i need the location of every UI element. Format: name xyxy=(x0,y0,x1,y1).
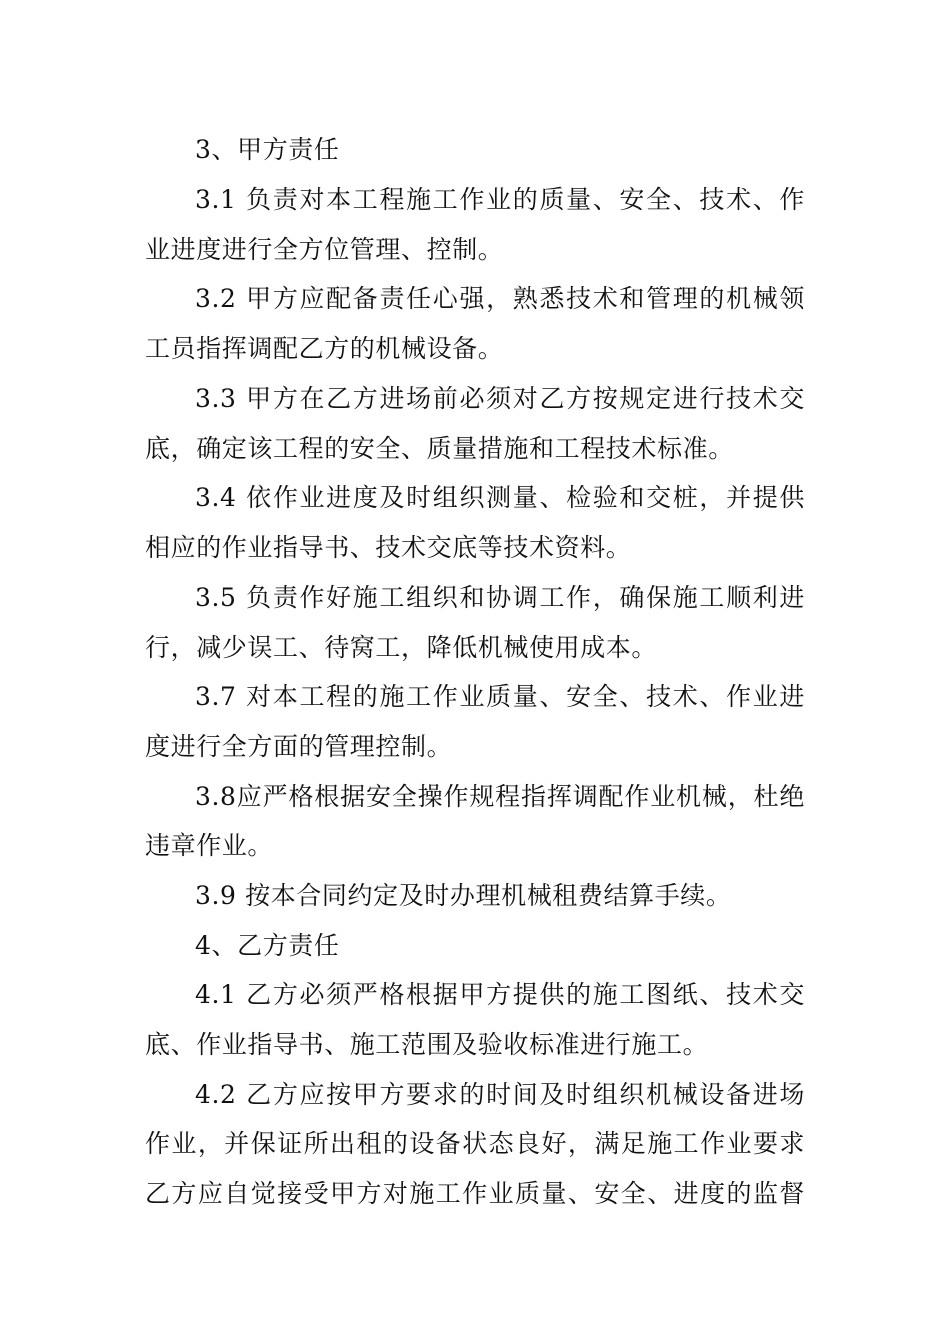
section-heading-4: 4、乙方责任 xyxy=(195,931,340,960)
paragraph-line: 业进度进行全方位管理、控制。 xyxy=(145,235,504,264)
paragraph-line: 相应的作业指导书、技术交底等技术资料。 xyxy=(145,533,632,562)
section-heading-3: 3、甲方责任 xyxy=(195,135,340,164)
paragraph-line: 3.3 甲方在乙方进场前必须对乙方按规定进行技术交 xyxy=(195,384,805,413)
paragraph-line: 违章作业。 xyxy=(145,831,274,860)
paragraph-line: 底、作业指导书、施工范围及验收标准进行施工。 xyxy=(145,1030,709,1059)
paragraph-line: 3.1 负责对本工程施工作业的质量、安全、技术、作 xyxy=(195,185,805,214)
paragraph-line: 3.7 对本工程的施工作业质量、安全、技术、作业进 xyxy=(195,682,805,711)
paragraph-line: 3.8应严格根据安全操作规程指挥调配作业机械，杜绝 xyxy=(195,782,805,811)
paragraph-line: 乙方应自觉接受甲方对施工作业质量、安全、进度的监督 xyxy=(145,1179,805,1208)
paragraph-line: 度进行全方面的管理控制。 xyxy=(145,732,453,761)
paragraph-line: 3.4 依作业进度及时组织测量、检验和交桩，并提供 xyxy=(195,483,805,512)
paragraph-line: 3.5 负责作好施工组织和协调工作，确保施工顺利进 xyxy=(195,583,805,612)
paragraph-line: 4.2 乙方应按甲方要求的时间及时组织机械设备进场 xyxy=(195,1080,805,1109)
paragraph-line: 底，确定该工程的安全、质量措施和工程技术标准。 xyxy=(145,434,734,463)
paragraph-line: 行，减少误工、待窝工，降低机械使用成本。 xyxy=(145,633,658,662)
paragraph-line: 工员指挥调配乙方的机械设备。 xyxy=(145,334,504,363)
paragraph-line: 3.2 甲方应配备责任心强，熟悉技术和管理的机械领 xyxy=(195,284,805,313)
paragraph-line: 3.9 按本合同约定及时办理机械租费结算手续。 xyxy=(195,881,732,910)
paragraph-line: 作业，并保证所出租的设备状态良好，满足施工作业要求 xyxy=(145,1129,805,1158)
paragraph-line: 4.1 乙方必须严格根据甲方提供的施工图纸、技术交 xyxy=(195,980,805,1009)
